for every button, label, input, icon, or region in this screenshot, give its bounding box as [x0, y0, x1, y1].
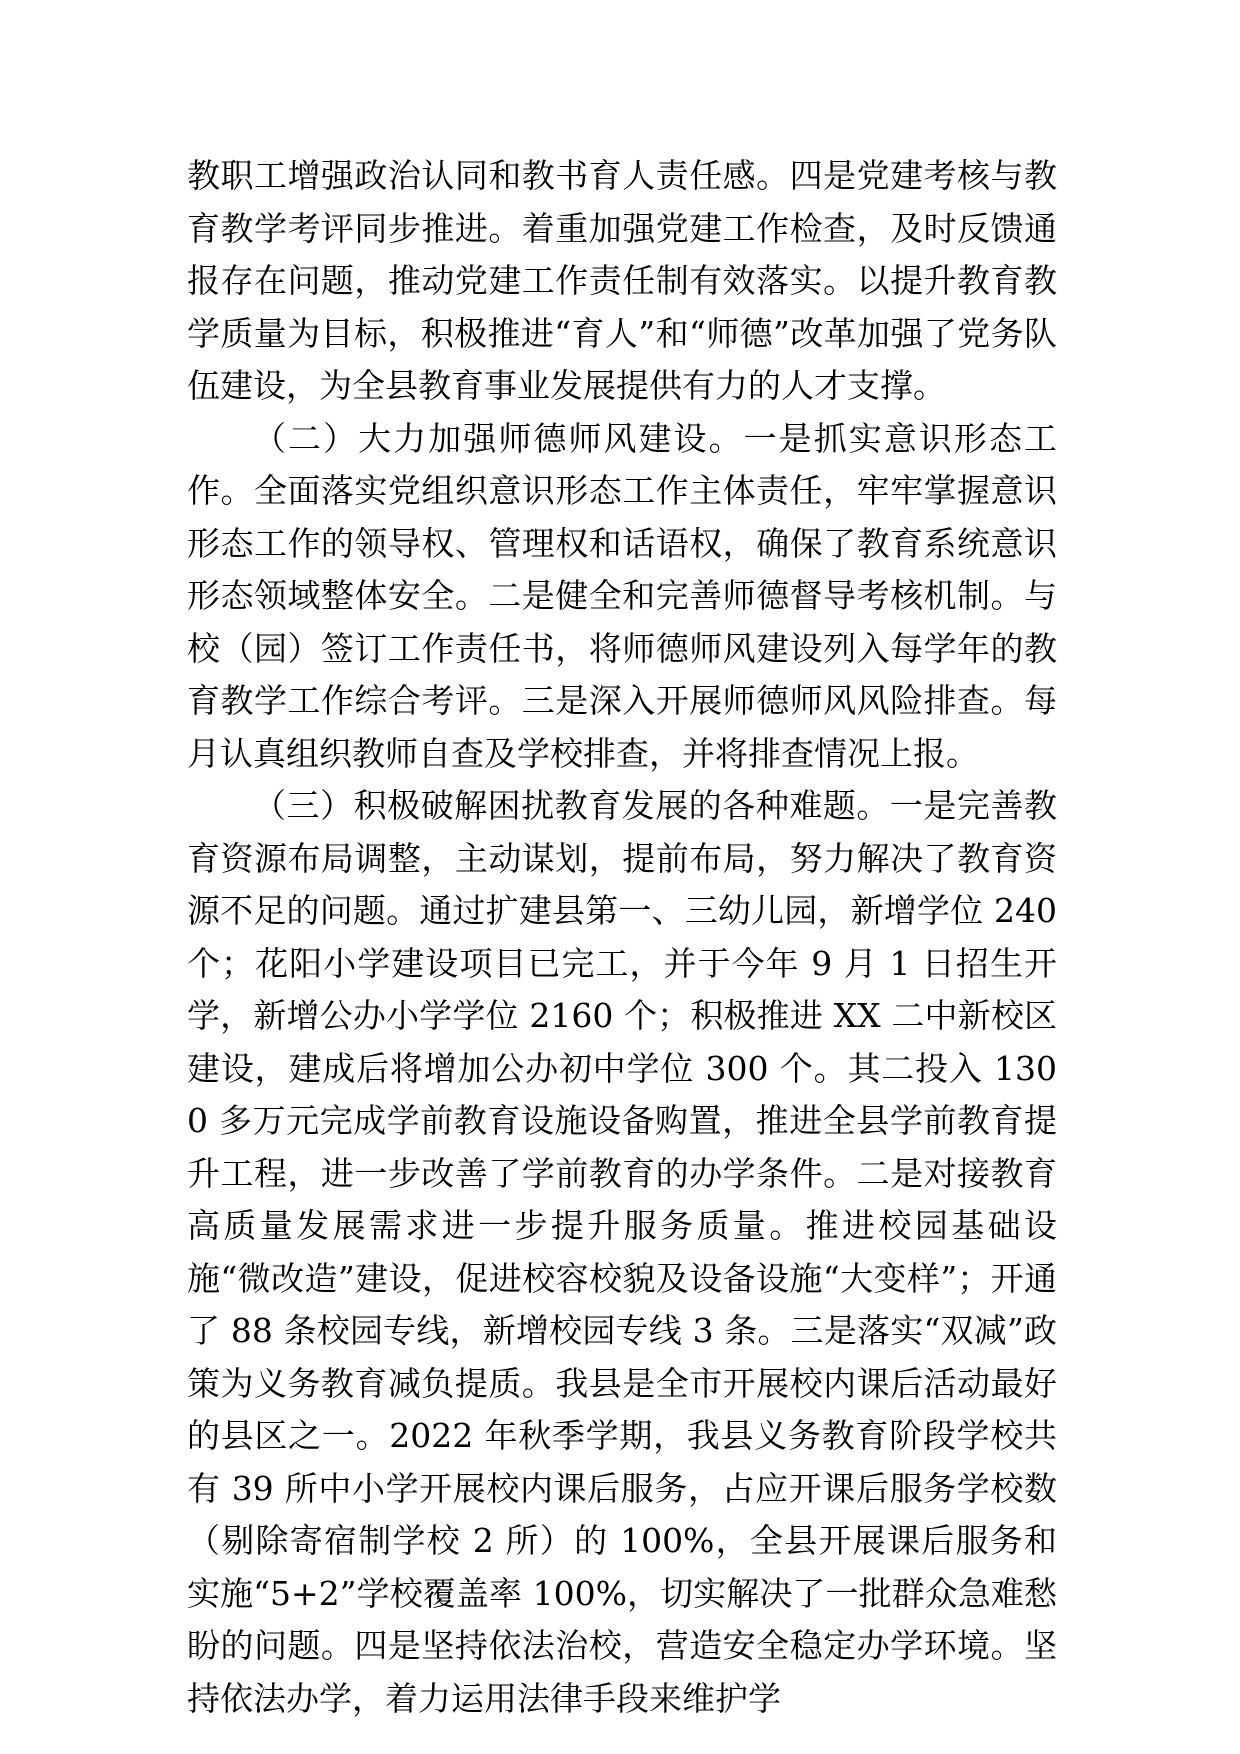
paragraph-education-challenges: （三）积极破解困扰教育发展的各种难题。一是完善教育资源布局调整，主动谋划，提前布局，努力解决了教育资源不足的问题。通过扩建县第一、三幼儿园，新增学位 240 个；花阳小学建设项目已完工，并于今年 9 月 1 日招生开学，新增公办小学学位 2160 个；积极推进 XX 二中新校区建设，建成后将增加公办初中学位 300 个。其二投入 1300 多万元完成学前教育设施设备购置，推进全县学前教育提升工程，进一步改善了学前教育的办学条件。二是对接教育高质量发展需求进一步提升服务质量。推进校园基础设施“微改造”建设，促进校容校貌及设备设施“大变样”；开通了 88 条校园专线，新增校园专线 3 条。三是落实“双减”政策为义务教育减负提质。我县是全市开展校内课后活动最好的县区之一。2022 年秋季学期，我县义务教育阶段学校共有 39 所中小学开展校内课后服务，占应开课后服务学校数（剔除寄宿制学校 2 所）的 100%，全县开展课后服务和实施“5+2”学校覆盖率 100%，切实解决了一批群众急难愁盼的问题。四是坚持依法治校，营造安全稳定办学环境。坚持依法办学，着力运用法律手段来维护学 [187, 786, 1057, 1718]
paragraph-teacher-ethics: （二）大力加强师德师风建设。一是抓实意识形态工作。全面落实党组织意识形态工作主体责任，牢牢掌握意识形态工作的领导权、管理权和话语权，确保了教育系统意识形态领域整体安全。二是健全和完善师德督导考核机制。与校（园）签订工作责任书，将师德师风建设列入每学年的教育教学工作综合考评。三是深入开展师德师风风险排查。每月认真组织教师自查及学校排查，并将排查情况上报。 [187, 418, 1057, 773]
paragraph-party-building: 教职工增强政治认同和教书育人责任感。四是党建考核与教育教学考评同步推进。着重加强党建工作检查，及时反馈通报存在问题，推动党建工作责任制有效落实。以提升教育教学质量为目标，积极推进“育人”和“师德”改革加强了党务队伍建设，为全县教育事业发展提供有力的人才支撑。 [187, 156, 1057, 405]
document-body [187, 150, 1057, 1725]
